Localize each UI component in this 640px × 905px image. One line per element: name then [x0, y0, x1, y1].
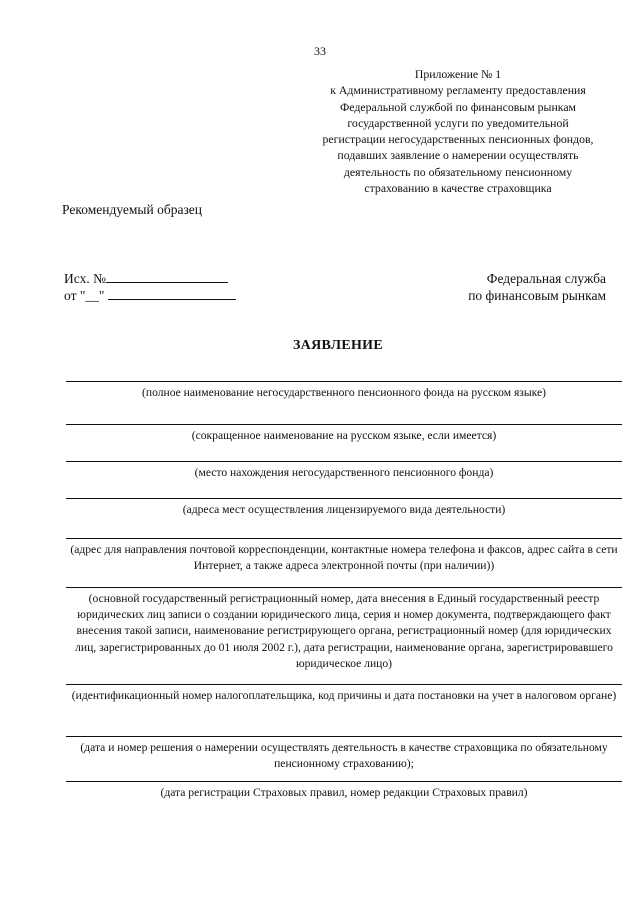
field-caption: (идентификационный номер налогоплательщика, код причины и дата постановки на учет в налоговом органе) — [71, 689, 617, 702]
field-caption: (место нахождения негосударственного пенсионного фонда) — [194, 466, 494, 479]
field-caption: (сокращенное наименование на русском языке, если имеется) — [191, 429, 497, 442]
outgoing-reference — [64, 270, 236, 304]
fill-line — [66, 424, 622, 425]
fill-line — [66, 498, 622, 499]
page-number: 33 — [314, 44, 326, 58]
appendix-line: деятельность по обязательному пенсионному — [343, 164, 573, 179]
recipient-block — [430, 270, 606, 304]
form-field — [66, 587, 622, 672]
field-caption: (дата и номер решения о намерении осуществлять деятельность в качестве страховщика по обязательному пенсионному страхованию); — [80, 741, 608, 771]
outgoing-date-day-blank: __ — [85, 288, 99, 303]
fill-line — [66, 684, 622, 685]
sample-label: Рекомендуемый образец — [62, 202, 203, 217]
outgoing-number-label: Исх. № — [64, 271, 106, 286]
fill-line — [66, 781, 622, 782]
form-field — [66, 381, 622, 401]
field-caption: (основной государственный регистрационный номер, дата внесения в Единый государственный реестр юридических лиц записи о создании юридического лица, серия и номер документа, подтверждающего факт внесения такой записи, наименование регистрирующего органа, регистрационный номер (для юридических лиц, зарегистрированных до 01 июля 2002 г.), дата регистрации, наименование органа, зарегистрировавшего юридическое лицо) — [75, 592, 613, 670]
fill-line — [66, 381, 622, 382]
recipient-line: Федеральная служба — [486, 271, 606, 286]
outgoing-number-row — [64, 270, 236, 287]
appendix-title: Приложение № 1 — [414, 67, 502, 81]
appendix-line: регистрации негосударственных пенсионных фондов, — [322, 132, 594, 147]
appendix-line: подавших заявление о намерении осуществлять — [337, 148, 579, 163]
form-field — [66, 424, 622, 444]
form-field — [66, 781, 622, 801]
appendix-header — [286, 66, 630, 196]
outgoing-date-label: от " — [64, 288, 86, 303]
fill-line — [66, 538, 622, 539]
form-field — [66, 461, 622, 481]
appendix-line: страхованию в качестве страховщика — [364, 181, 552, 196]
field-caption: (полное наименование негосударственного пенсионного фонда на русском языке) — [142, 386, 546, 399]
outgoing-number-blank — [106, 270, 228, 283]
form-field — [66, 684, 622, 704]
form-field — [66, 498, 622, 518]
fill-line — [66, 587, 622, 588]
appendix-line: Федеральной службой по финансовым рынкам — [339, 99, 577, 114]
field-caption: (дата регистрации Страховых правил, номер редакции Страховых правил) — [160, 786, 528, 799]
form-field — [66, 538, 622, 574]
appendix-line: государственной услуги по уведомительной — [347, 115, 569, 130]
document-title: ЗАЯВЛЕНИЕ — [292, 338, 383, 353]
field-caption: (адрес для направления почтовой корреспонденции, контактные номера телефона и факсов, адрес сайта в сети Интернет, а также адреса электронной почты (при наличии)) — [70, 543, 618, 573]
outgoing-date-row — [64, 287, 236, 304]
outgoing-date-blank — [108, 287, 236, 300]
fill-line — [66, 736, 622, 737]
appendix-line: к Административному регламенту предоставления — [330, 83, 586, 98]
field-caption: (адреса мест осуществления лицензируемого вида деятельности) — [182, 503, 506, 516]
form-field — [66, 736, 622, 772]
fill-line — [66, 461, 622, 462]
recipient-line: по финансовым рынкам — [468, 288, 606, 303]
outgoing-date-quote: " — [98, 288, 105, 303]
